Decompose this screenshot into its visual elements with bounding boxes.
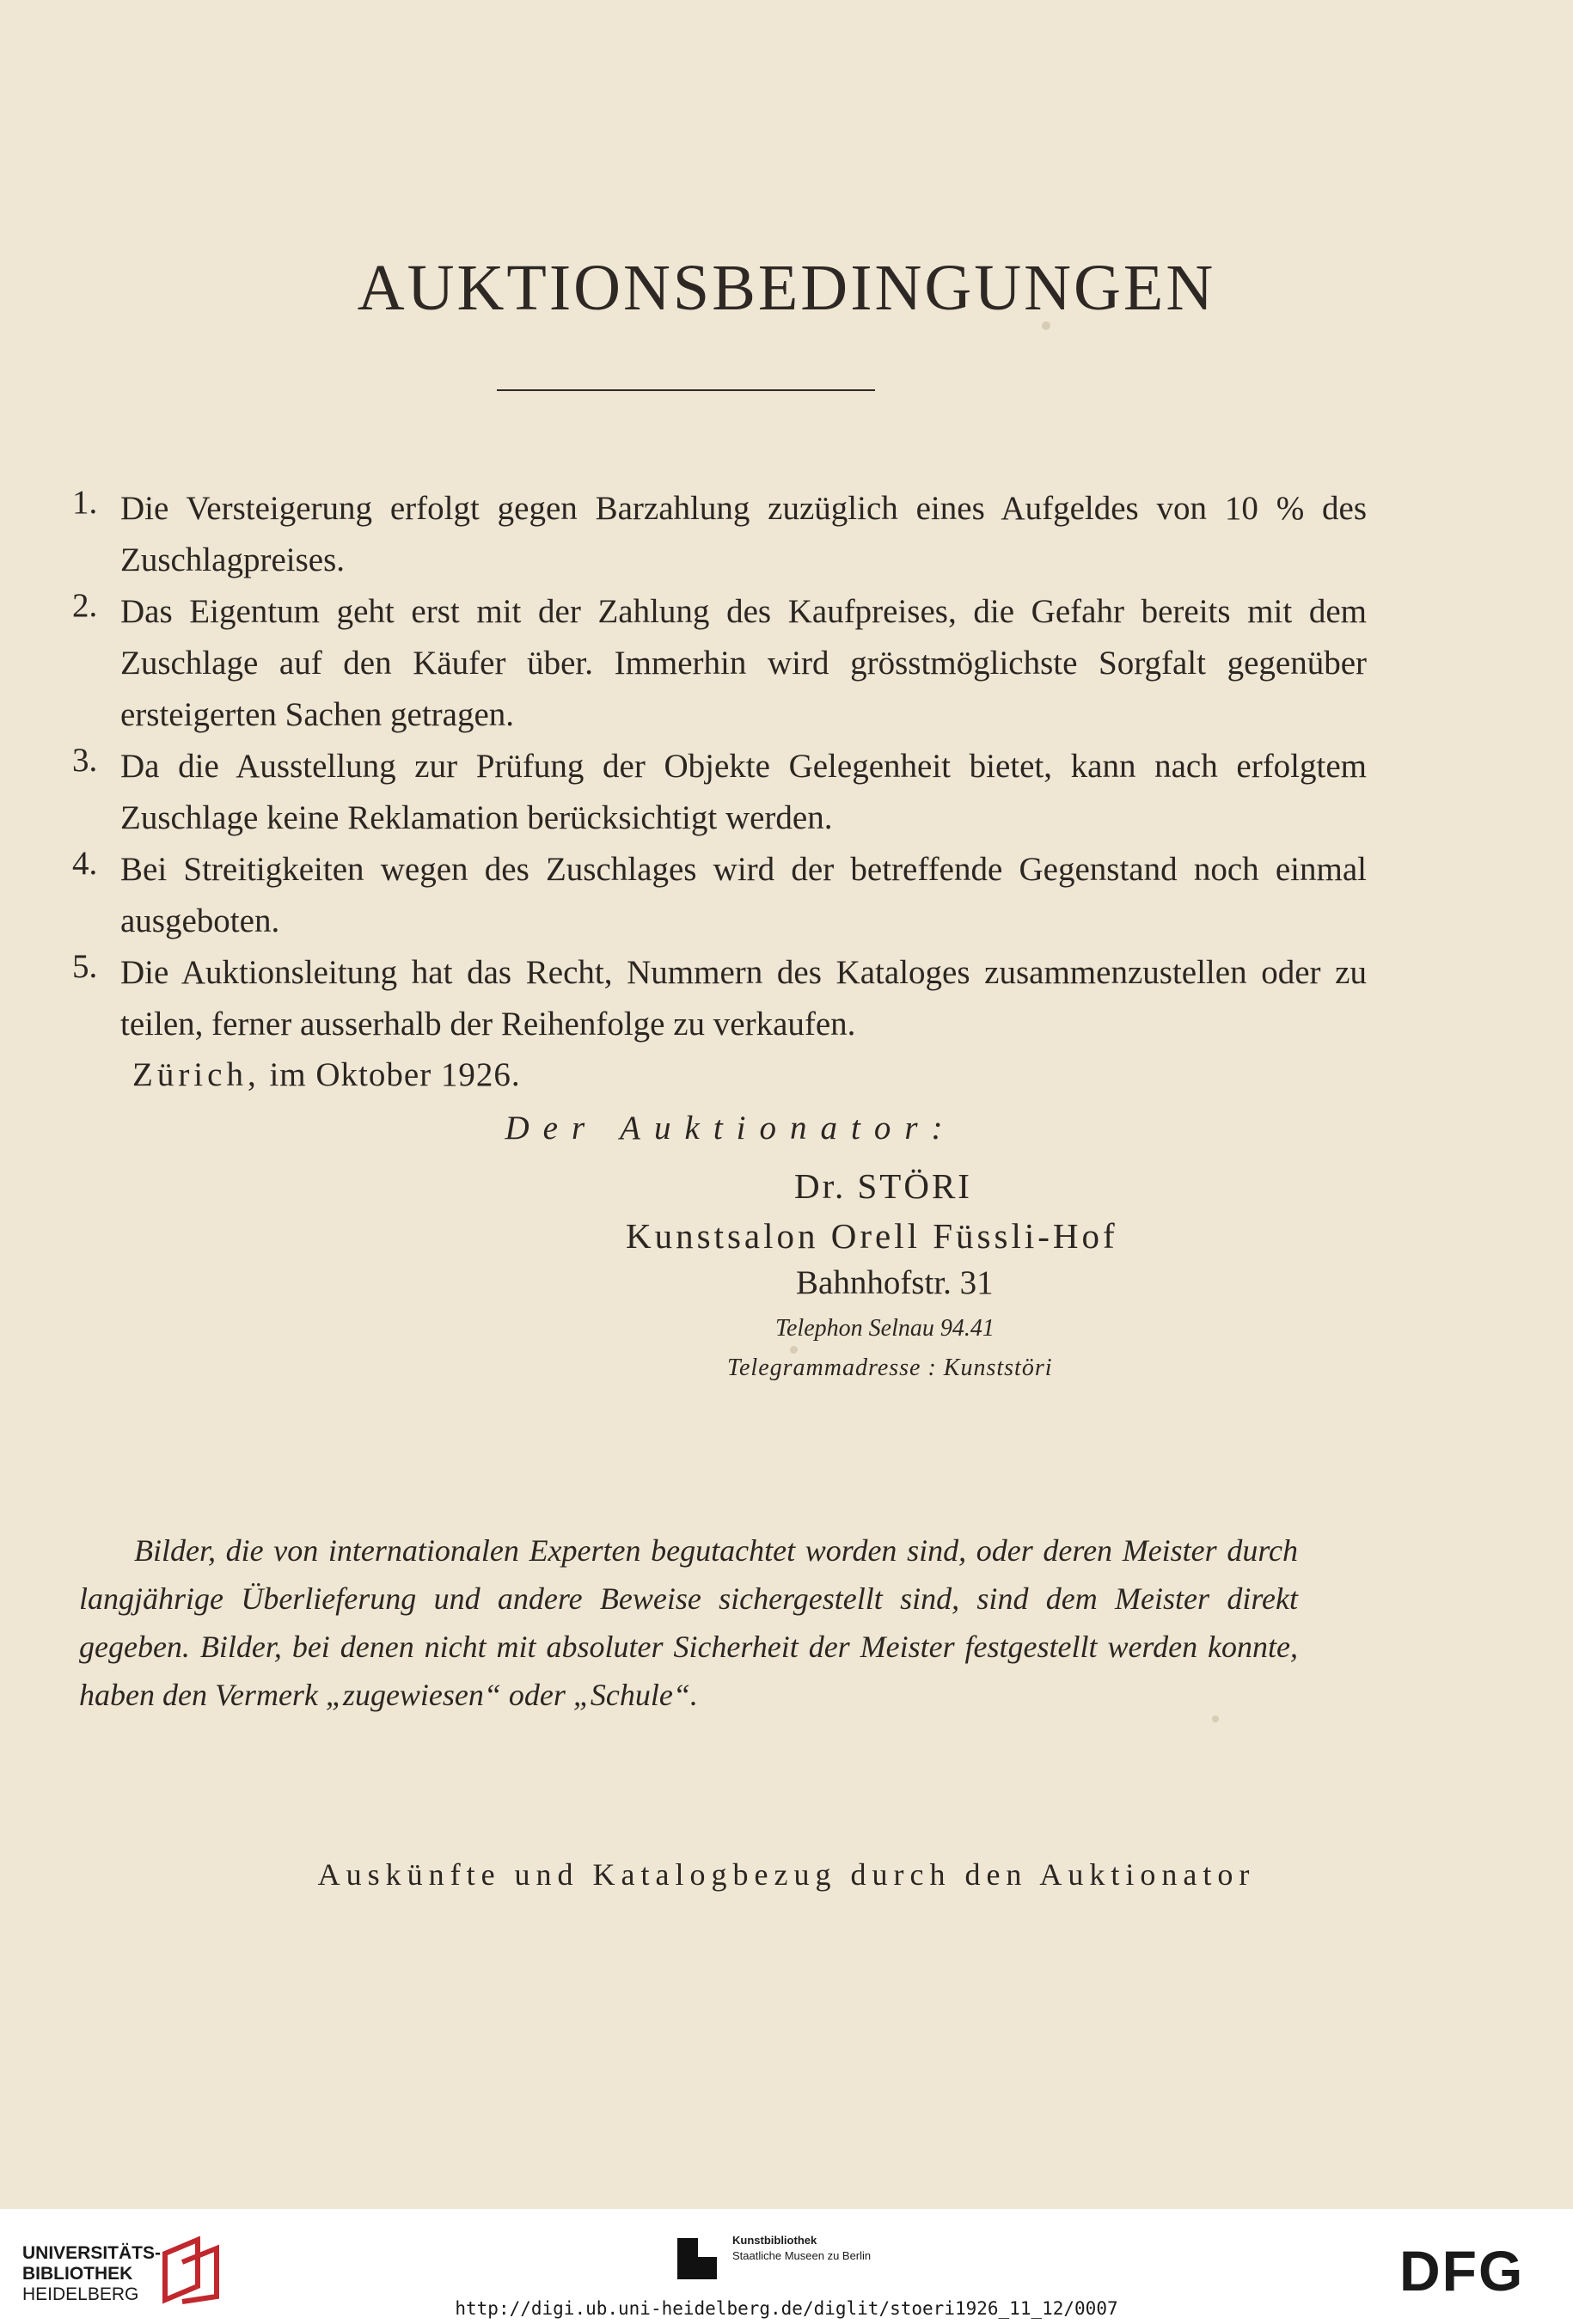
auctioneer-telegram: Telegrammadresse : Kunststöri — [727, 1355, 1053, 1381]
condition-number: 3. — [72, 742, 98, 779]
catalogue-info-line: Auskünfte und Katalogbezug durch den Auktionator — [317, 1857, 1256, 1892]
condition-text: Bei Streitigkeiten wegen des Zuschlages wird der betreffende Gegenstand noch einmal ausgeboten. — [120, 851, 1367, 939]
page-title: AUKTIONSBEDINGUNGEN — [357, 252, 1216, 324]
condition-text: Das Eigentum geht erst mit der Zahlung des Kaufpreises, die Gefahr bereits mit dem Zuschlage auf den Käufer über. Immerhin wird grösstmöglichste Sorgfalt gegenüber ersteigerten Sachen getragen. — [120, 593, 1367, 733]
paper-spot — [790, 1346, 798, 1354]
auctioneer-address-line2: Bahnhofstr. 31 — [796, 1264, 994, 1301]
condition-text: Die Versteigerung erfolgt gegen Barzahlung zuzüglich eines Aufgeldes von 10 % des Zuschlagpreises. — [120, 490, 1367, 578]
place-date — [132, 1055, 521, 1094]
condition-text: Die Auktionsleitung hat das Recht, Nummern des Kataloges zusammenzustellen oder zu teilen, ferner ausserhalb der Reihenfolge zu verkaufen. — [120, 954, 1367, 1043]
dfg-logo[interactable]: DFG — [1399, 2239, 1525, 2303]
condition-number: 2. — [72, 587, 98, 624]
university-library-logo-icon[interactable] — [160, 2236, 223, 2305]
auctioneer-label: Der Auktionator: — [505, 1110, 957, 1147]
page-url[interactable]: http://digi.ub.uni-heidelberg.de/diglit/stoeri1926_11_12/0007 — [455, 2298, 1118, 2319]
auctioneer-address-line1: Kunstsalon Orell Füssli-Hof — [626, 1216, 1118, 1256]
condition-number: 5. — [72, 948, 98, 985]
kunstbibliothek-logo-icon[interactable] — [672, 2235, 724, 2283]
place-date-text: im Oktober 1926. — [269, 1056, 521, 1093]
uni-line2: BIBLIOTHEK — [22, 2264, 133, 2284]
title-divider — [497, 389, 875, 391]
university-library-label[interactable] — [22, 2243, 161, 2305]
attribution-note-text: Bilder, die von internationalen Experten begutachtet worden sind, oder deren Meister durch langjährige Überlieferung und andere Beweise sichergestellt sind, sind dem Meister direkt gegeben. Bilder, bei denen nicht mit absoluter Sicherheit der Meister festgestellt werden konnte, haben den Vermerk „zugewiesen“ oder „Schule“. — [79, 1533, 1298, 1712]
uni-line3: HEIDELBERG — [22, 2284, 139, 2304]
place-city: Zürich, — [132, 1056, 260, 1093]
condition-number: 4. — [72, 845, 98, 882]
condition-number: 1. — [72, 484, 98, 521]
auctioneer-name: Dr. STÖRI — [794, 1166, 972, 1206]
kb-line1: Kunstbibliothek — [732, 2234, 817, 2247]
kb-line2: Staatliche Museen zu Berlin — [732, 2249, 872, 2262]
attribution-note — [79, 1526, 1298, 1719]
kunstbibliothek-label[interactable] — [732, 2233, 871, 2264]
auctioneer-telephone: Telephon Selnau 94.41 — [775, 1315, 995, 1342]
uni-line1: UNIVERSITÄTS- — [22, 2243, 162, 2263]
condition-text: Da die Ausstellung zur Prüfung der Objekte Gelegenheit bietet, kann nach erfolgtem Zuschlage keine Reklamation berücksichtigt werden. — [120, 748, 1367, 836]
